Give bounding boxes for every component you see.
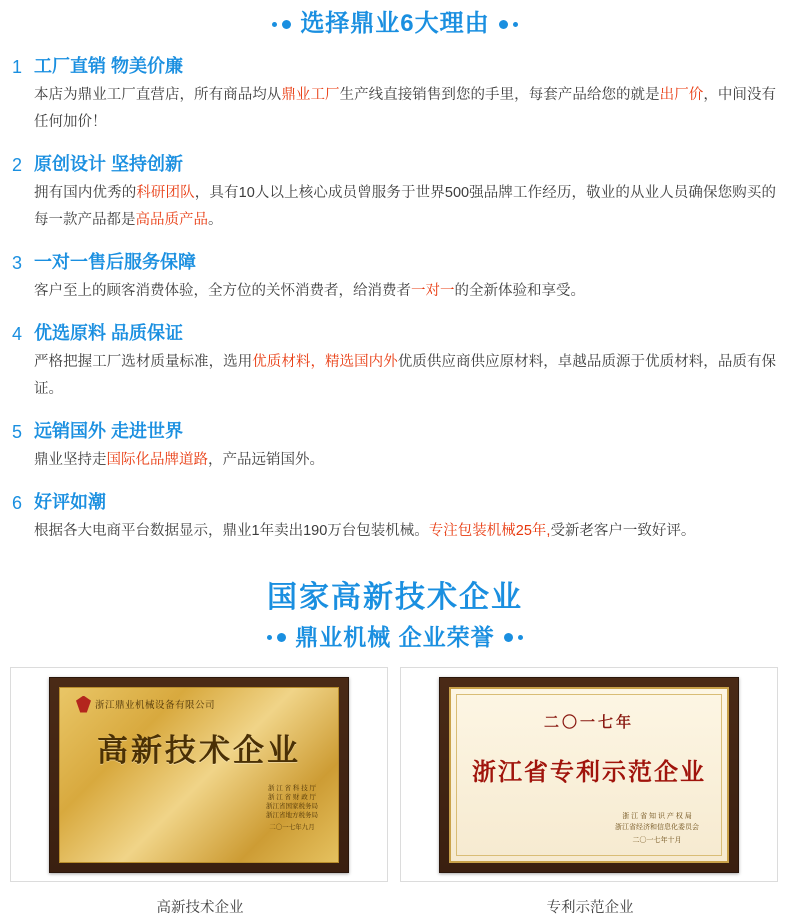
reason-number: 4	[12, 324, 23, 344]
reason-item	[12, 152, 776, 234]
certificate-plaque	[439, 677, 739, 873]
certificate-frame[interactable]	[10, 667, 388, 882]
reason-text: 本店为鼎业工厂直营店，所有商品均从鼎业工厂生产线直接销售到您的手里，每套产品给您的就是出厂价，中间没有任何加价！	[34, 87, 777, 130]
reason-number: 1	[12, 57, 23, 77]
certificates-row	[0, 667, 790, 917]
honors-section	[0, 581, 790, 917]
certificate-item	[10, 667, 390, 917]
reason-number: 2	[12, 155, 23, 175]
reasons-heading-text: 选择鼎业6大理由	[300, 10, 490, 37]
reason-text: 拥有国内优秀的科研团队，具有10人以上核心成员曾服务于世界500强品牌工作经历，敬业的从业人员确保您购买的每一款产品都是高品质产品。	[34, 185, 776, 228]
left-dots-icon	[267, 633, 286, 642]
reason-number: 5	[12, 422, 23, 442]
right-dots-icon	[504, 633, 523, 642]
right-dots-icon	[499, 20, 518, 29]
company-logo-icon	[76, 696, 91, 713]
reason-item	[12, 490, 776, 545]
honors-sub-heading-text: 鼎业机械 企业荣誉	[295, 624, 495, 650]
certificate-item	[400, 667, 780, 917]
certificate-date: 二〇一七年九月	[269, 823, 315, 831]
certificate-plate-gold	[59, 687, 339, 863]
reason-title: 优选原料 品质保证	[34, 323, 184, 343]
left-dots-icon	[272, 20, 291, 29]
reason-title: 一对一售后服务保障	[34, 252, 196, 272]
certificate-plate-cream	[449, 687, 729, 863]
certificate-year: 二〇一七年	[543, 713, 634, 731]
certificate-plaque	[49, 677, 349, 873]
reason-text: 鼎业坚持走国际化品牌道路，产品远销国外。	[34, 452, 324, 468]
honors-sub-heading	[0, 626, 790, 649]
certificate-company: 浙江鼎业机械设备有限公司	[95, 700, 216, 711]
reason-text: 根据各大电商平台数据显示，鼎业1年卖出190万台包装机械。专注包装机械25年,受新老客户一致好评。	[34, 523, 696, 539]
section-heading-reasons	[0, 0, 790, 36]
reason-title: 好评如潮	[34, 492, 106, 512]
certificate-caption: 专利示范企业	[546, 900, 634, 916]
reason-title: 远销国外 走进世界	[34, 421, 184, 441]
reason-title: 工厂直销 物美价廉	[34, 56, 184, 76]
certificate-issuers: 浙 江 省 科 技 厅 浙 江 省 财 政 厅 浙江省国家税务局 浙江省地方税务局 二〇一七年九月	[266, 784, 318, 831]
reason-item	[12, 419, 776, 474]
reason-item	[12, 54, 776, 136]
reason-item	[12, 321, 776, 403]
reason-number: 6	[12, 493, 23, 513]
reason-title: 原创设计 坚持创新	[34, 154, 184, 174]
certificate-issuers: 浙 江 省 知 识 产 权 局 浙江省经济和信息化委员会 二〇一七年十月	[615, 812, 699, 844]
honors-big-title: 国家高新技术企业	[267, 581, 523, 614]
certificate-caption: 高新技术企业	[156, 900, 244, 916]
reason-text: 客户至上的顾客消费体验，全方位的关怀消费者，给消费者一对一的全新体验和享受。	[34, 283, 585, 299]
reason-text: 严格把握工厂选材质量标准，选用优质材料，精选国内外优质供应商供应原材料，卓越品质源于优质材料，品质有保证。	[34, 354, 776, 397]
certificate-title: 浙江省专利示范企业	[472, 758, 706, 786]
certificate-date: 二〇一七年十月	[632, 836, 682, 844]
reason-item	[12, 250, 776, 305]
reason-number: 3	[12, 253, 23, 273]
certificate-frame[interactable]	[400, 667, 778, 882]
reasons-list	[0, 54, 790, 545]
certificate-title: 高新技术企业	[97, 732, 301, 768]
